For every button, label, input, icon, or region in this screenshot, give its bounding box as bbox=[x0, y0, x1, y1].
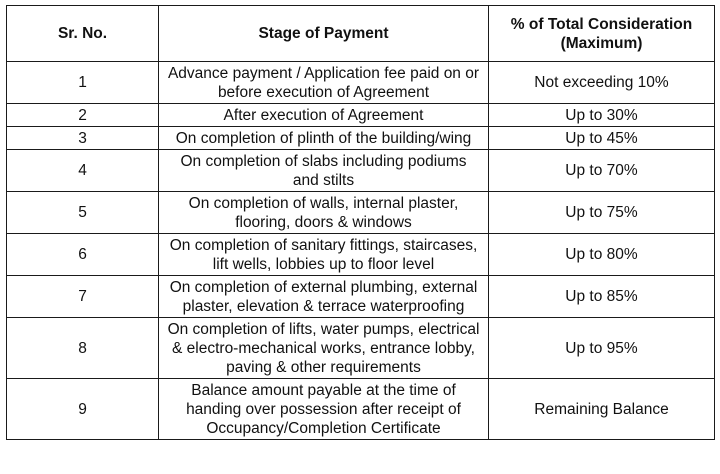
stage-line: paving & other requirements bbox=[226, 358, 421, 376]
stage-cell bbox=[159, 379, 489, 440]
percent-cell: Not exceeding 10% bbox=[489, 62, 715, 104]
stage-line: On completion of slabs including podiums bbox=[180, 152, 467, 170]
sr-no-cell: 8 bbox=[7, 318, 159, 379]
stage-line: before execution of Agreement bbox=[217, 83, 430, 101]
payment-schedule-table bbox=[6, 5, 715, 440]
table-row bbox=[7, 234, 715, 276]
stage-line: Balance amount payable at the time of bbox=[191, 381, 456, 399]
table-row bbox=[7, 150, 715, 192]
stage-line: Advance payment / Application fee paid on or bbox=[167, 64, 480, 82]
table-row bbox=[7, 276, 715, 318]
stage-line: On completion of external plumbing, external bbox=[169, 278, 478, 296]
stage-cell bbox=[159, 104, 489, 127]
sr-no-cell: 7 bbox=[7, 276, 159, 318]
header-percent-line1: % of Total Consideration bbox=[510, 15, 693, 33]
sr-no-cell: 4 bbox=[7, 150, 159, 192]
percent-cell: Up to 30% bbox=[489, 104, 715, 127]
percent-cell: Remaining Balance bbox=[489, 379, 715, 440]
stage-line: handing over possession after receipt of bbox=[186, 400, 461, 418]
stage-line: After execution of Agreement bbox=[223, 106, 424, 124]
stage-cell bbox=[159, 318, 489, 379]
header-stage-of-payment: Stage of Payment bbox=[159, 6, 489, 62]
stage-cell bbox=[159, 150, 489, 192]
table-row bbox=[7, 192, 715, 234]
stage-cell bbox=[159, 127, 489, 150]
percent-cell: Up to 70% bbox=[489, 150, 715, 192]
stage-line: plaster, elevation & terrace waterproofing bbox=[182, 297, 465, 315]
table-row bbox=[7, 62, 715, 104]
stage-line: On completion of sanitary fittings, staircases, bbox=[169, 236, 478, 254]
sr-no-cell: 5 bbox=[7, 192, 159, 234]
table-row bbox=[7, 127, 715, 150]
sr-no-cell: 6 bbox=[7, 234, 159, 276]
stage-cell bbox=[159, 234, 489, 276]
header-percent-line2: (Maximum) bbox=[560, 34, 643, 52]
stage-cell bbox=[159, 276, 489, 318]
stage-line: and stilts bbox=[292, 171, 355, 189]
stage-cell bbox=[159, 62, 489, 104]
sr-no-cell: 9 bbox=[7, 379, 159, 440]
stage-line: On completion of walls, internal plaster, bbox=[188, 194, 459, 212]
stage-line: flooring, doors & windows bbox=[235, 213, 412, 231]
stage-line: On completion of plinth of the building/wing bbox=[175, 129, 472, 147]
table-row bbox=[7, 379, 715, 440]
stage-cell bbox=[159, 192, 489, 234]
stage-line: & electro-mechanical works, entrance lobby, bbox=[172, 339, 475, 357]
sr-no-cell: 3 bbox=[7, 127, 159, 150]
header-percent-consideration bbox=[489, 6, 715, 62]
stage-line: lift wells, lobbies up to floor level bbox=[212, 255, 435, 273]
percent-cell: Up to 95% bbox=[489, 318, 715, 379]
stage-line: Occupancy/Completion Certificate bbox=[206, 419, 441, 437]
sr-no-cell: 2 bbox=[7, 104, 159, 127]
table-row bbox=[7, 104, 715, 127]
header-sr-no: Sr. No. bbox=[7, 6, 159, 62]
percent-cell: Up to 80% bbox=[489, 234, 715, 276]
table-row bbox=[7, 318, 715, 379]
percent-cell: Up to 85% bbox=[489, 276, 715, 318]
percent-cell: Up to 45% bbox=[489, 127, 715, 150]
stage-line: On completion of lifts, water pumps, electrical bbox=[167, 320, 480, 338]
header-row bbox=[7, 6, 715, 62]
sr-no-cell: 1 bbox=[7, 62, 159, 104]
percent-cell: Up to 75% bbox=[489, 192, 715, 234]
